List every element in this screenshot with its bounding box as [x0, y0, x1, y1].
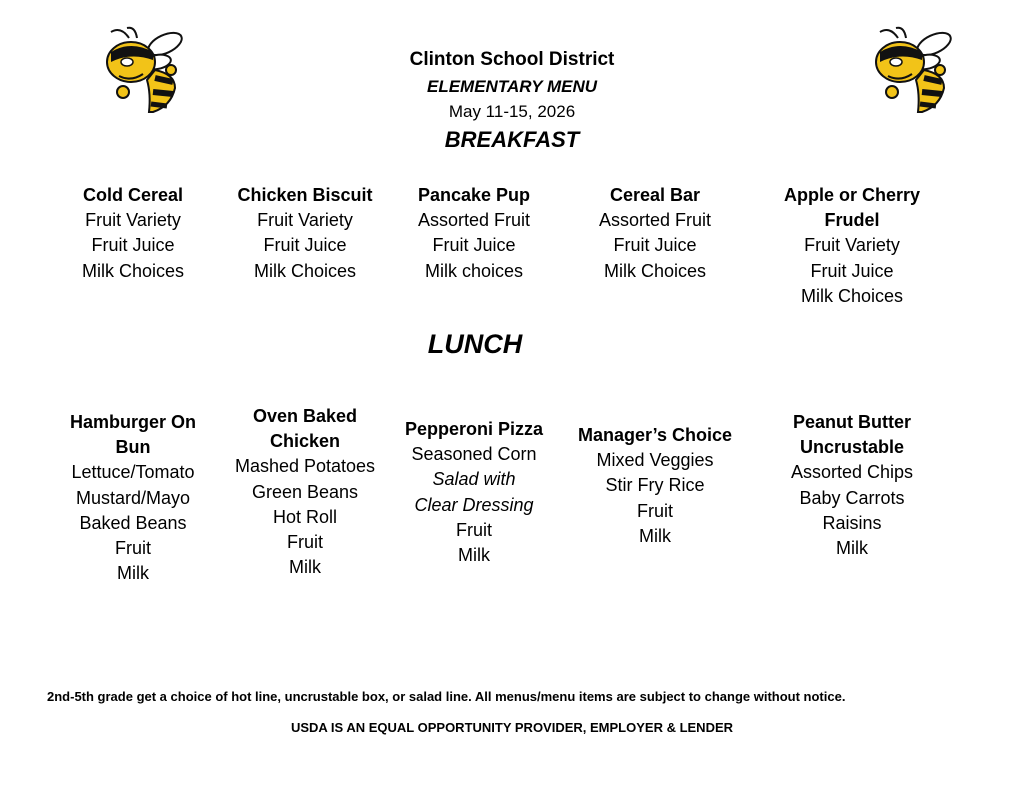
menu-item: Fruit — [456, 519, 492, 540]
menu-item: Lettuce/Tomato — [71, 462, 195, 483]
menu-item: Assorted Fruit — [598, 210, 712, 231]
menu-item: Milk — [458, 545, 490, 566]
menu-item: Hot Roll — [272, 506, 338, 527]
menu-item: Mustard/Mayo — [75, 487, 191, 508]
menu-item: Fruit — [287, 532, 323, 553]
menu-item: Milk Choices — [81, 260, 185, 281]
menu-item: Fruit Juice — [810, 260, 894, 281]
menu-item-title: Uncrustable — [799, 437, 905, 458]
menu-item: Milk — [836, 538, 868, 559]
menu-dates: May 11-15, 2026 — [448, 102, 576, 121]
menu-item: Fruit Variety — [85, 210, 181, 231]
breakfast-day-4 — [575, 183, 735, 284]
lunch-day-5 — [762, 410, 942, 561]
lunch-day-2 — [220, 404, 390, 580]
menu-item: Milk Choices — [800, 285, 904, 306]
menu-item-title: Chicken — [269, 431, 341, 452]
menu-item-title: Chicken Biscuit — [237, 185, 373, 205]
menu-item: Stir Fry Rice — [605, 475, 705, 496]
menu-item-title: Apple or Cherry — [783, 185, 921, 205]
breakfast-heading — [0, 127, 1024, 153]
menu-item-title: Bun — [115, 437, 151, 458]
menu-item-title: Manager’s Choice — [577, 425, 733, 445]
lunch-day-1 — [53, 410, 213, 586]
menu-item: Green Beans — [251, 481, 359, 502]
menu-item-title: Frudel — [824, 210, 880, 231]
menu-item: Seasoned Corn — [411, 444, 537, 465]
menu-item: Milk — [639, 525, 671, 546]
breakfast-day-2 — [220, 183, 390, 284]
menu-item-title: Hamburger On — [69, 412, 197, 432]
menu-item: Baked Beans — [79, 512, 187, 533]
lunch-heading: LUNCH — [427, 329, 523, 359]
menu-item-title: Pepperoni Pizza — [404, 419, 544, 439]
menu-item: Milk — [289, 557, 321, 578]
footer-note: 2nd-5th grade get a choice of hot line, uncrustable box, or salad line. All menus/menu items are subject to change without notice. — [47, 689, 846, 704]
menu-item: Milk Choices — [253, 260, 357, 281]
breakfast-day-3 — [394, 183, 554, 284]
lunch-day-4 — [565, 423, 745, 549]
menu-item: Fruit Variety — [804, 235, 900, 256]
menu-item: Mixed Veggies — [596, 450, 714, 471]
menu-item-title: Cereal Bar — [609, 185, 701, 205]
menu-item: Assorted Chips — [790, 462, 914, 483]
district-name: Clinton School District — [409, 49, 615, 70]
menu-item: Milk choices — [424, 260, 524, 281]
breakfast-day-1 — [53, 183, 213, 284]
menu-item-title: Peanut Butter — [792, 412, 911, 432]
menu-item: Fruit Variety — [257, 210, 353, 231]
lunch-day-3 — [394, 417, 554, 568]
menu-item-title: Pancake Pup — [417, 185, 531, 205]
menu-subtitle: ELEMENTARY MENU — [426, 77, 598, 96]
menu-item: Raisins — [822, 512, 882, 533]
menu-item-title: Oven Baked — [252, 406, 358, 426]
menu-item: Baby Carrots — [799, 487, 905, 508]
breakfast-day-5 — [762, 183, 942, 309]
menu-item: Assorted Fruit — [417, 210, 531, 231]
menu-item: Salad with — [432, 469, 516, 490]
menu-item: Milk Choices — [603, 260, 707, 281]
menu-item: Fruit Juice — [432, 235, 516, 256]
menu-item: Mashed Potatoes — [234, 456, 376, 477]
menu-item-title: Cold Cereal — [82, 185, 184, 205]
menu-item: Milk — [117, 563, 149, 584]
menu-item: Fruit — [637, 500, 673, 521]
menu-item: Fruit Juice — [613, 235, 697, 256]
menu-item: Clear Dressing — [414, 494, 534, 515]
menu-item: Fruit Juice — [263, 235, 347, 256]
usda-statement: USDA IS AN EQUAL OPPORTUNITY PROVIDER, EMPLOYER & LENDER — [290, 720, 734, 735]
menu-item: Fruit — [115, 538, 151, 559]
menu-item: Fruit Juice — [91, 235, 175, 256]
breakfast-heading-text: BREAKFAST — [444, 127, 580, 152]
